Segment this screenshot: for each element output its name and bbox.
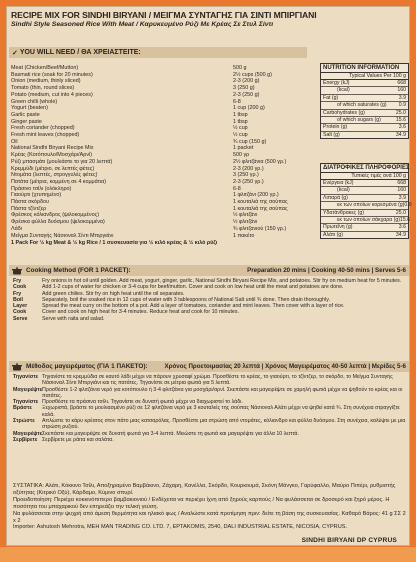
method-gr-steps <box>13 374 409 443</box>
ingredient-row <box>11 78 313 85</box>
ingredient-name: Φρέσκος κόλιανδρος (ψιλοκομμένος) <box>11 212 99 219</box>
nutrient-value: 34.9 <box>395 231 406 238</box>
nutrient-value: 25.0 <box>395 209 406 216</box>
nutrient-value: 25.0 <box>395 109 406 116</box>
header <box>11 10 407 28</box>
ingredient-row <box>11 112 313 119</box>
nutrient-value: 0.9 <box>398 102 406 109</box>
ingredient-row <box>11 92 313 99</box>
step-text: Τηγανίστε τα κρεμμύδια σε καυτό λάδι μέχρι να πάρουν χρυσαφί χρώμα. Προσθέστε το κρέας, το γιαούρτι, το τζίντζερ, το σκόρδο, το Μείγμα Συνταγής Νάσιοναλ Σίντι Μπιργιάνι και τις πατάτες. Τηγανίστε σε μέτρια φωτιά για 5 λεπτά. <box>42 374 393 387</box>
ingredient-qty: ½ cup <box>233 132 248 139</box>
ingredient-name: Potato (medium, cut into 4 pieces) <box>11 91 93 98</box>
nutrient-label: Carbohydrates (g) <box>323 109 365 116</box>
nutrient-label: Υδατάνθρακες (g) <box>323 209 364 216</box>
ingredient-qty: 6-8 <box>233 98 241 105</box>
recipe-subtitle: Sindhi Style Seasoned Rice With Meat / Καρυκευμένο Ρύζι Με Κρέας Σε Στυλ Σίντι <box>11 21 274 28</box>
ingredient-qty: 2-3 (200 g) <box>233 78 260 85</box>
ingredient-name: Ginger paste <box>11 118 42 125</box>
nutrient-label: (kcal) <box>337 187 350 194</box>
nutrient-label: of which saturates (g) <box>337 102 387 109</box>
nutrition-row <box>321 110 408 117</box>
step-text: Σκεπάστε και μαγειρέψτε σε δυνατή φωτιά για 3-4 λεπτά. Μειώστε τη φωτιά και μαγειρέψτε για άλλα 10 λεπτά. <box>42 430 299 437</box>
method-step <box>13 405 409 418</box>
nutrition-row <box>321 232 408 238</box>
step-text: Ξεχωριστά, βράστε το μουλιασμένο ρύζι σε 12 φλιτζάνια νερό με 3 κουταλιές της σούπας Νάσιοναλ Αλάτι μέχρι να ψηθεί κατά ¾. Στη συνέχεια στραγγίξτε καλά. <box>42 405 400 418</box>
step-text: Add 1-2 cups of water for chicken or 3-4 cups for beef/mutton. Cover and cook on low heat until the meat and potatoes are done. <box>42 284 344 291</box>
nutrient-value: 15.6 <box>395 117 406 124</box>
ingredient-qty: 2½ φλιτζάνια (500 γρ.) <box>233 158 287 165</box>
ingredient-name: Onion (medium, thinly sliced) <box>11 78 81 85</box>
method-gr-heading-bar <box>9 361 409 372</box>
ingredient-row <box>11 172 313 179</box>
ingredient-qty: 1 packet <box>233 145 254 152</box>
ingredient-qty: 1 tbsp <box>233 111 248 118</box>
method-step <box>13 437 409 443</box>
method-en-heading: Cooking Method (FOR 1 PACKET): <box>26 267 131 274</box>
ingredient-qty: 1 φλιτζάνι (200 γρ.) <box>233 192 279 199</box>
ingredient-qty: ½ φλιτζάνι <box>233 219 258 226</box>
ingredient-row <box>11 85 313 92</box>
nutrient-value: 160 <box>397 87 406 94</box>
step-verb: Fry <box>13 278 22 284</box>
ingredient-row <box>11 152 313 159</box>
ingredient-row <box>11 199 313 206</box>
nutrient-label: Salt (g) <box>323 131 340 138</box>
nutrient-label: Protein (g) <box>323 124 348 131</box>
nutrient-label: Αλάτι (g) <box>323 231 343 238</box>
ingredient-name: Basmati rice (soak for 20 minutes) <box>11 71 93 78</box>
ingredient-qty: ½ φλιτζάνι <box>233 212 258 219</box>
nutrition-row <box>321 210 408 217</box>
nutrient-value: 160 <box>397 187 406 194</box>
ingredients-total: 1 Pack For ½ kg Meat & ½ kg Rice / 1 συσκευασία για ½ κιλό κρέας & ½ κιλό ρύζι <box>11 240 218 247</box>
nutrient-label: Λιπαρά (g) <box>323 194 348 201</box>
method-en-steps <box>13 278 409 322</box>
ingredient-name: Ντομάτα (λεπτές, στρογγυλές φέτες) <box>11 172 98 179</box>
step-verb: Σερβίρετε <box>13 436 38 443</box>
ingredient-name: Meat (Chicken/Beef/Mutton) <box>11 65 79 71</box>
ingredient-qty: 500 γρ <box>233 152 250 159</box>
ingredient-qty: 1 tbsp <box>233 118 248 125</box>
nutrient-label: Ενέργεια (kJ) <box>323 180 354 186</box>
ingredient-name: Fresh mint leaves (chopped) <box>11 132 80 139</box>
ingredient-row <box>11 65 313 72</box>
nutrient-value: 668 <box>397 180 406 186</box>
nutrient-value: 34.9 <box>395 131 406 138</box>
nutrition-sub: Typical Values Per 100 g <box>321 73 408 80</box>
ingredient-row <box>11 99 313 106</box>
ingredient-qty: 1 πακέτο <box>233 232 255 239</box>
ingredient-qty: ¾ φλιτζανιού (150 γρ.) <box>233 225 287 232</box>
step-verb: Μαγειρέψτε <box>13 386 43 393</box>
step-text: Σερβίρετε με ράιτα και σαλάτα. <box>42 436 114 443</box>
ingredient-name: Fresh coriander (chopped) <box>11 125 75 132</box>
method-step <box>13 418 409 431</box>
step-verb: Boil <box>13 296 24 303</box>
step-verb: Τηγανίστε <box>13 399 39 406</box>
ingredient-qty: 3 (250 g) <box>233 85 255 92</box>
ingredients-heading: YOU WILL NEED / ΘΑ ΧΡΕΙΑΣΤΕΙΤΕ: <box>19 49 141 56</box>
brand-text: SINDHI BIRYANI DP CYPRUS <box>301 537 397 544</box>
nutrition-row <box>321 87 408 94</box>
ingredient-row <box>11 72 313 79</box>
ingredient-name: Πράσινο τσίλι (ολόκληρο) <box>11 185 72 192</box>
caution-text: Προειδοποίηση: Περιέχει κοκκινόπιπερο βαμβακιονιού / Ενδέχεται να περιέχει ίχνη από ξηρούς καρπούς / Να φυλάσσεται σε δροσερό και ξηρό μέρος. Η ποσότητα του μπαχαρικού δεν επηρεάζει την τελική γεύση. <box>13 496 390 510</box>
label-panel <box>6 6 410 546</box>
nutrition-row <box>321 224 408 231</box>
step-text: Προσθέστε τα πράσινα τσίλι. Τηγανίστε σε δυνατή φωτιά μέχρι να διαχωριστεί το λάδι. <box>42 399 243 406</box>
ingredient-name: Κρέας (Κοτόπουλο/Μοσχάρι/Αρνί) <box>11 152 93 159</box>
ingredient-name: Κρεμμύδι (μέτριο, σε λεπτές φέτες) <box>11 165 95 172</box>
step-verb: Βράστε <box>13 405 32 412</box>
nutrition-row <box>321 124 408 131</box>
method-en-heading-bar <box>9 265 409 276</box>
ingredient-name: Oil <box>11 138 18 145</box>
recipe-title: RECIPE MIX FOR SINDHI BIRYANI / ΜΕΙΓΜΑ ΣΥΝΤΑΓΗΣ ΓΙΑ ΣΙΝΤΙ ΜΠΙΡΓΙΑΝΙ <box>11 10 317 20</box>
ingredient-row <box>11 125 313 132</box>
nutrition-row <box>321 187 408 194</box>
step-text: Απλώστε το κάρυ κρέατος στον πάτο μιας κατσαρόλας. Προσθέστε μια στρώση από ντομάτες, κόλιανδρο και φύλλα δυόσμου. Στη συνέχεια, καλύψτε με μια στρώση ρυζιού. <box>42 418 406 431</box>
nutrition-row <box>321 202 412 209</box>
nutrition-row <box>321 132 408 138</box>
ingredient-name: Green chilli (whole) <box>11 98 58 105</box>
cooking-pot-icon <box>12 267 22 275</box>
nutrient-label: Energy (kJ) <box>323 80 350 86</box>
ingredient-name: Γιαούρτι (χτυπημένο) <box>11 192 62 199</box>
ingredient-qty: 500 g <box>233 65 247 71</box>
ingredient-row <box>11 139 313 146</box>
ingredients-table <box>11 65 313 247</box>
step-verb: Serve <box>13 315 28 322</box>
ingredient-qty: 2-3 (250 γρ.) <box>233 178 264 185</box>
step-text: Separately, boil the soaked rice in 12 cups of water with 3 tablespoons of National Salt until ¾ done. Then drain thoroughly. <box>42 296 330 303</box>
ingredients-list: ΣΥΣΤΑΤΙΚΑ: Αλάτι, Κόκκινο Τσίλι, Αποξηραμένο Βαμβάκινο, Ζάχαρη, Κανέλλα, Σκόρδο, Κουρκουμά, Σκόνη Μάνγκο, Γαρύφαλλο, Μαύρο Πιπέρι, ρυθμιστής οξύτητας (Κιτρικό Οξύ), Κάρδαμο, Κύμινο σπυρί. <box>13 483 396 496</box>
footer-block <box>13 483 409 531</box>
step-text: Προσθέστε 1-2 φλιτζάνια νερό για κοτόπουλο ή 3-4 φλιτζάνια για μοσχάρι/αρνί. Σκεπάστε και μαγειρέψτε σε χαμηλή φωτιά μέχρι να ψηθούν το κρέας και οι πατάτες. <box>42 386 403 399</box>
nutrition-row <box>321 180 408 187</box>
bullet-icon: ✓ <box>12 49 20 57</box>
ingredient-row <box>11 159 313 166</box>
nutrient-value: 3.9 <box>398 94 406 101</box>
step-verb: Στρώστε <box>13 418 35 425</box>
ingredient-name: Φρέσκα φύλλα δυόσμου (ψιλοκομμένα) <box>11 219 105 226</box>
nutrient-label: (kcal) <box>337 87 350 94</box>
nutrient-label: Πρωτεΐνη (g) <box>323 224 353 231</box>
nutrient-value: 15.6 <box>399 217 411 224</box>
ingredient-name: Tomato (thin, round slices) <box>11 85 75 92</box>
step-verb: Layer <box>13 303 28 310</box>
ingredient-row <box>11 233 313 240</box>
step-verb: Cook <box>13 284 27 291</box>
nutrient-value: 3.6 <box>398 224 406 231</box>
nutrient-value: 668 <box>397 80 406 86</box>
ingredient-name: Λάδι <box>11 225 22 232</box>
nutrition-table-gr <box>320 163 412 239</box>
nutrient-value: 3.9 <box>398 194 406 201</box>
nutrient-label: εκ των οποίων σάκχαρα (g) <box>337 217 400 224</box>
method-step <box>13 387 409 400</box>
ingredient-name: Ρύζι μπασμάτι (μουλιάστε το για 20 λεπτά) <box>11 158 113 165</box>
nutrition-row <box>321 102 408 109</box>
step-text: Fry onions in hot oil until golden. Add meat, yogurt, ginger, garlic, National Sindhi Biryani Recipe Mix, and potatoes. Stir fry on medium heat for 5 minutes. <box>42 278 402 284</box>
ingredient-qty: 2-3 (200 γρ.) <box>233 165 264 172</box>
nutrition-row <box>321 80 408 87</box>
ingredient-qty: 2½ cups (500 g) <box>233 71 272 78</box>
step-text: Add green chilies. Stir fry on high heat until the oil separates. <box>42 290 185 297</box>
nutrition-sub-gr: Τυπικές τιμές ανά 100 g <box>321 173 408 180</box>
nutrition-row <box>321 117 408 124</box>
ingredient-name: Μείγμα Συνταγής Νάσιοναλ Σίντι Μπιργιάνι <box>11 232 114 239</box>
cooking-pot-icon <box>12 363 22 371</box>
ingredient-row <box>11 179 313 186</box>
nutrient-value: 0.9 <box>404 202 412 209</box>
step-text: Serve with raita and salad. <box>42 315 105 322</box>
ingredient-name: Πάστα σκόρδου <box>11 199 49 206</box>
step-verb: Τηγανίστε <box>13 374 39 380</box>
method-gr-info: Χρόνος Προετοιμασίας 20 λεπτά | Χρόνος Μαγειρέματος 40-50 λεπτά | Μερίδες 5-6 <box>164 363 406 370</box>
ingredient-qty: 1 κουταλιά της σούπας <box>233 199 288 206</box>
ingredient-qty: ¾ cup (150 g) <box>233 138 267 145</box>
step-verb: Fry <box>13 290 22 297</box>
method-gr-heading: Μέθοδος μαγειρέματος (ΓΙΑ 1 ΠΑΚΕΤΟ): <box>26 363 148 370</box>
ingredient-name: Πατάτα (μέτρια, κομμένη σε 4 κομμάτια) <box>11 178 107 185</box>
ingredient-row <box>11 105 313 112</box>
ingredient-qty: 6-8 <box>233 185 241 192</box>
ingredient-qty: 2-3 (250 g) <box>233 91 260 98</box>
method-step <box>13 316 409 322</box>
nutrition-title-gr: ΔΙΑΤΡΟΦΙΚΕΣ ΠΛΗΡΟΦΟΡΙΕΣ <box>323 165 410 171</box>
ingredients-heading-bar <box>9 47 307 58</box>
ingredient-name: Πάστα τζίντζερ <box>11 205 47 212</box>
nutrient-label: εκ των οποίων κορεσμένα (g) <box>337 202 405 209</box>
ingredient-qty: 1 κουταλιά της σούπας <box>233 205 288 212</box>
ingredient-name: National Sindhi Biryani Recipe Mix <box>11 145 94 152</box>
nutrition-row <box>321 95 408 102</box>
storage-text: Να φυλάσσεται στην ψυχρή από άμεση θερμότητα και ηλιακό φως / Αναλώστε κατά προτίμηση πριν: δείτε τη βάση της συσκευασίας. Καθαρό Βάρος: 41 g ΣΣ 2 x 2 <box>13 510 406 524</box>
step-verb: Μαγειρέψτε <box>13 430 43 437</box>
ingredient-row <box>11 132 313 139</box>
nutrition-table-en <box>320 63 409 139</box>
method-en-info: Preparation 20 mins | Cooking 40-50 mins | Serves 5-6 <box>247 267 406 274</box>
nutrient-label: Fat (g) <box>323 94 339 101</box>
ingredient-row <box>11 226 313 233</box>
nutrition-title: NUTRITION INFORMATION <box>321 64 408 73</box>
ingredient-row <box>11 119 313 126</box>
step-text: Spread the meat curry on the bottom of a pot. Add a layer of tomatoes, coriander and mint leaves. Then cover with a layer of rice. <box>42 303 345 310</box>
method-step <box>13 374 409 387</box>
ingredient-qty: 1 cup (200 g) <box>233 105 265 112</box>
importer-text: Importer: Ashutosh Mehrotra, MEH MAN TRADING CO. LTD. 7, EPTAKOMIS, 2540, DALI INDUSTRIAL ESTATE, NICOSIA, CYPRUS. <box>13 524 348 531</box>
ingredient-name: Garlic paste <box>11 111 40 118</box>
ingredient-name: Yogurt (beaten) <box>11 105 48 112</box>
ingredient-qty: 3 (250 γρ.) <box>233 172 259 179</box>
ingredient-row <box>11 219 313 226</box>
step-verb: Cook <box>13 309 27 316</box>
ingredient-qty: ½ cup <box>233 125 248 132</box>
nutrient-label: of which sugars (g) <box>337 117 381 124</box>
step-text: Cover and cook on high heat for 3-4 minutes. Reduce heat and cook for 10 minutes. <box>42 309 239 316</box>
bottom-strip <box>0 547 416 562</box>
nutrient-value: 3.6 <box>398 124 406 131</box>
